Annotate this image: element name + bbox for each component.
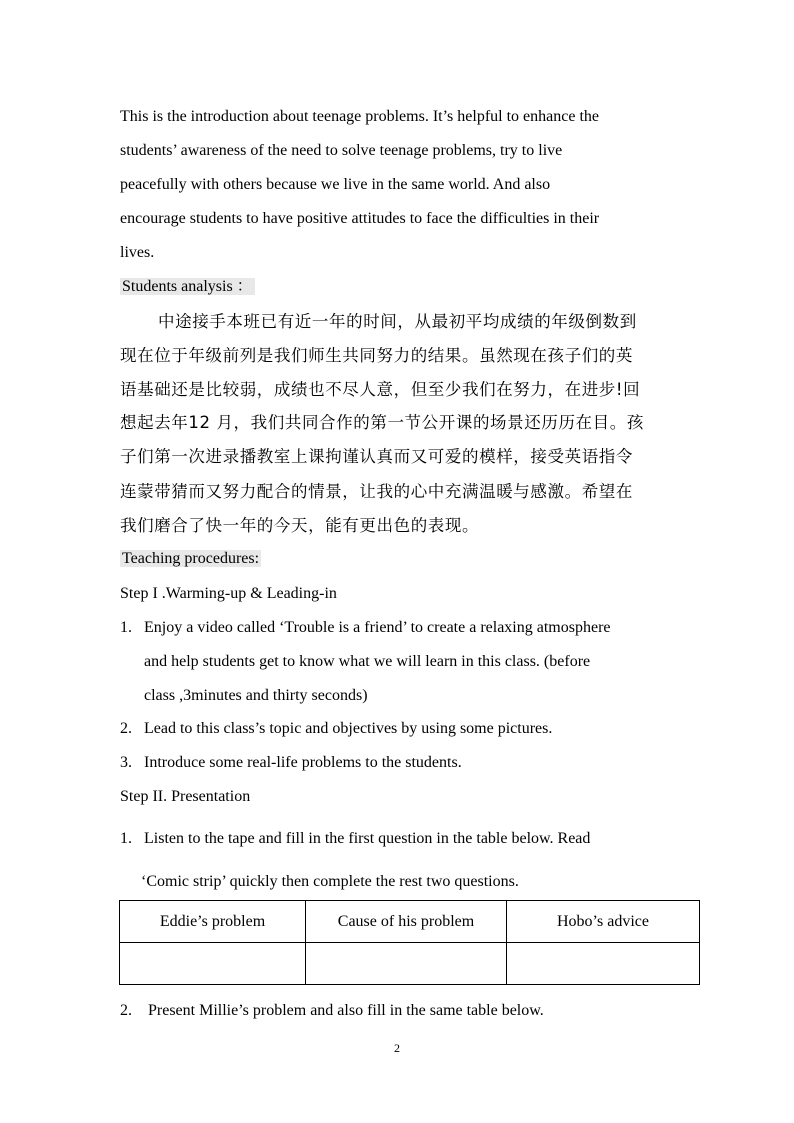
intro-line-3: peacefully with others because we live in the same world. And also — [120, 176, 551, 193]
students-text-line-6: 连蒙带猜而又努力配合的情景，让我的心中充满温暖与感激。希望在 — [120, 482, 633, 501]
students-text-line-1: 中途接手本班已有近一年的时间，从最初平均成绩的年级倒数到 — [158, 312, 637, 331]
step1-item-1-line-2: and help students get to know what we will learn in this class. (before — [144, 653, 591, 670]
problem-table — [119, 900, 700, 985]
table-cell — [507, 943, 700, 985]
students-text-line-3: 语基础还是比较弱，成绩也不尽人意，但至少我们在努力，在进步!回 — [120, 380, 641, 399]
students-analysis-heading — [120, 277, 255, 297]
step1-item-3-number: 3. — [120, 754, 132, 771]
step1-item-1-line-3: class ,3minutes and thirty seconds) — [144, 687, 368, 704]
students-text-line-5: 子们第一次进录播教室上课拘谨认真而又可爱的模样，接受英语指令 — [120, 447, 633, 466]
step2-title: Step II. Presentation — [120, 788, 251, 805]
teaching-procedures-heading-text: Teaching procedures: — [122, 550, 260, 567]
table-header-cell: Eddie’s problem — [120, 901, 306, 943]
students-text-line-4: 想起去年12 月，我们共同合作的第一节公开课的场景还历历在目。孩 — [120, 413, 644, 432]
step2-item-2-line-1: Present Millie’s problem and also fill in the same table below. — [148, 1002, 544, 1019]
teaching-procedures-heading — [120, 549, 261, 569]
step2-item-1-line-2: ‘Comic strip’ quickly then complete the rest two questions. — [141, 873, 519, 890]
students-text-line-7: 我们磨合了快一年的今天，能有更出色的表现。 — [120, 516, 480, 535]
step2-item-1-number: 1. — [120, 830, 132, 847]
step2-item-1-line-1: Listen to the tape and fill in the first question in the table below. Read — [144, 830, 591, 847]
table-cell — [120, 943, 306, 985]
table-row — [120, 943, 700, 985]
step1-title: Step I .Warming-up & Leading-in — [120, 585, 337, 602]
intro-line-2: students’ awareness of the need to solve teenage problems, try to live — [120, 142, 563, 159]
table-header-cell: Cause of his problem — [306, 901, 507, 943]
step1-item-2-line-1: Lead to this class’s topic and objectives by using some pictures. — [144, 720, 553, 737]
students-analysis-heading-text: Students analysis ： — [122, 278, 253, 295]
students-text-line-2: 现在位于年级前列是我们师生共同努力的结果。虽然现在孩子们的英 — [120, 346, 633, 365]
intro-line-5: lives. — [120, 244, 155, 261]
step1-item-1-line-1: Enjoy a video called ‘Trouble is a friend’ to create a relaxing atmosphere — [144, 619, 611, 636]
table-header-cell: Hobo’s advice — [507, 901, 700, 943]
step1-item-1-number: 1. — [120, 619, 132, 636]
table-header-row — [120, 901, 700, 943]
step2-item-2-number: 2. — [120, 1002, 132, 1019]
table-cell — [306, 943, 507, 985]
step1-item-2-number: 2. — [120, 720, 132, 737]
intro-line-1: This is the introduction about teenage problems. It’s helpful to enhance the — [120, 108, 599, 125]
intro-line-4: encourage students to have positive attitudes to face the difficulties in their — [120, 210, 600, 227]
step1-item-3-line-1: Introduce some real-life problems to the students. — [144, 754, 462, 771]
page-number: 2 — [394, 1041, 400, 1055]
